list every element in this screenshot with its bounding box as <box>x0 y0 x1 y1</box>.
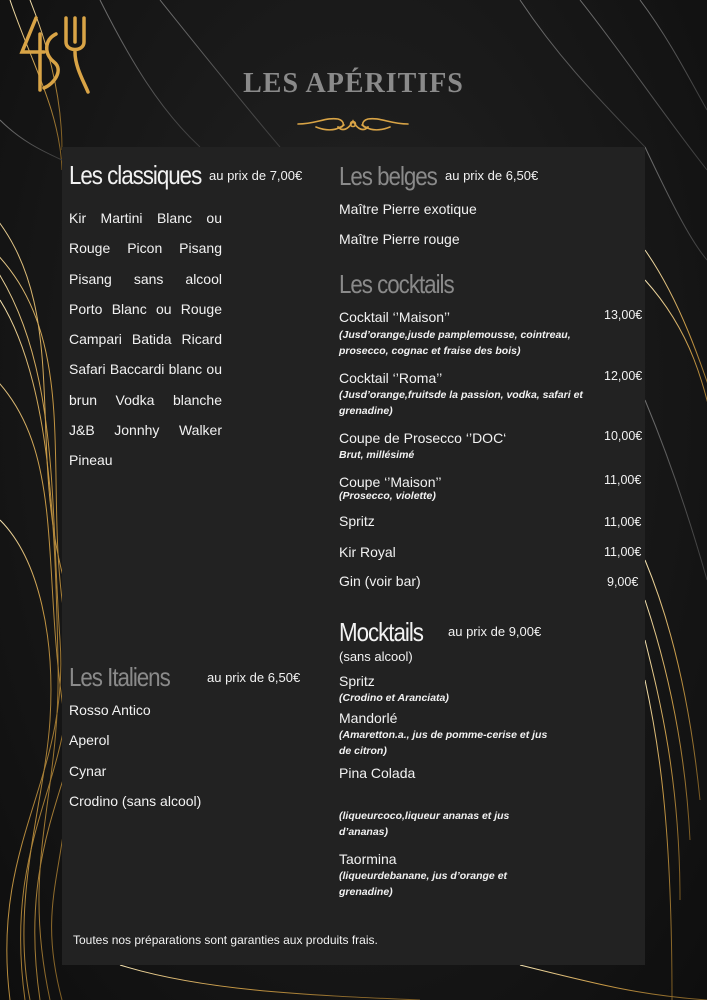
mocktail-desc: (Crodino et Aranciata) <box>339 692 449 704</box>
cocktail-name: Spritz <box>339 513 375 529</box>
mocktails-price: au prix de 9,00€ <box>448 624 542 639</box>
mocktail-name: Spritz <box>339 673 375 689</box>
cocktail-price: 12,00€ <box>604 369 643 383</box>
mocktail-name: Mandorlé <box>339 710 398 726</box>
belges-item: Maître Pierre rouge <box>339 231 460 247</box>
classiques-heading: Les classiques <box>69 160 202 190</box>
cocktail-desc: (Prosecco, violette) <box>339 490 436 502</box>
italiens-heading: Les Italiens <box>69 662 170 692</box>
footer-note: Toutes nos préparations sont garanties aux produits frais. <box>73 933 378 947</box>
mocktail-desc: (Amaretton.a., jus de pomme-cerise et jus de citron) <box>339 729 548 757</box>
mocktails-heading: Mocktails <box>339 617 423 647</box>
cocktail-name: Kir Royal <box>339 544 396 560</box>
belges-item: Maître Pierre exotique <box>339 201 477 217</box>
italiens-item: Cynar <box>69 763 107 779</box>
cocktail-name: Coupe ‘’Maison’’ <box>339 474 442 490</box>
cocktail-desc: Brut, millésimé <box>339 449 415 461</box>
page-title: LES APÉRITIFS <box>243 68 464 99</box>
mocktail-name: Pina Colada <box>339 765 416 781</box>
classiques-line: Kir Martini Blanc ou <box>69 210 222 226</box>
classiques-price: au prix de 7,00€ <box>209 168 303 183</box>
cocktail-name: Gin (voir bar) <box>339 573 421 589</box>
italiens-item: Crodino (sans alcool) <box>69 793 202 809</box>
classiques-list <box>69 203 222 476</box>
cocktail-price: 13,00€ <box>604 308 643 322</box>
cocktail-name: Coupe de Prosecco ‘’DOC‘ <box>339 430 507 446</box>
classiques-line: Rouge Picon Pisang <box>69 240 222 257</box>
cocktail-price: 11,00€ <box>604 473 642 487</box>
italiens-price: au prix de 6,50€ <box>207 670 301 685</box>
classiques-line: Safari Baccardi blanc ou <box>69 361 222 378</box>
belges-price: au prix de 6,50€ <box>445 168 539 183</box>
cocktail-name: Cocktail ‘’Maison’’ <box>339 309 451 325</box>
cocktail-desc: (Jusd’orange,jusde pamplemousse, cointreau, prosecco, cognac et fraise des bois) <box>339 329 571 357</box>
italiens-item: Aperol <box>69 732 110 748</box>
classiques-line: brun Vodka blanche <box>69 391 222 408</box>
mocktail-desc: (liqueurdebanane, jus d’orange et grenadine) <box>339 870 508 898</box>
classiques-line: J&B Jonnhy Walker <box>69 422 222 439</box>
classiques-line: Campari Batida Ricard <box>69 331 222 348</box>
belges-heading: Les belges <box>339 161 437 191</box>
cocktail-name: Cocktail ‘’Roma’’ <box>339 370 443 386</box>
classiques-line: Pineau <box>69 452 113 469</box>
mocktails-subtitle: (sans alcool) <box>339 649 413 664</box>
cocktails-heading: Les cocktails <box>339 269 454 299</box>
mocktail-name: Taormina <box>339 851 397 867</box>
gold-scroll-ornament-icon <box>296 113 410 135</box>
cocktail-price: 9,00€ <box>607 575 639 589</box>
italiens-item: Rosso Antico <box>69 702 151 718</box>
classiques-line: Porto Blanc ou Rouge <box>69 300 222 317</box>
classiques-line: Pisang sans alcool <box>69 270 222 287</box>
cocktail-price: 11,00€ <box>604 545 642 559</box>
cocktail-desc: (Jusd’orange,fruitsde la passion, vodka, safari et grenadine) <box>339 389 583 417</box>
mocktail-desc: (liqueurcoco,liqueur ananas et jus d’ananas) <box>339 810 510 838</box>
cocktail-price: 11,00€ <box>604 515 642 529</box>
cocktail-price: 10,00€ <box>604 429 643 443</box>
